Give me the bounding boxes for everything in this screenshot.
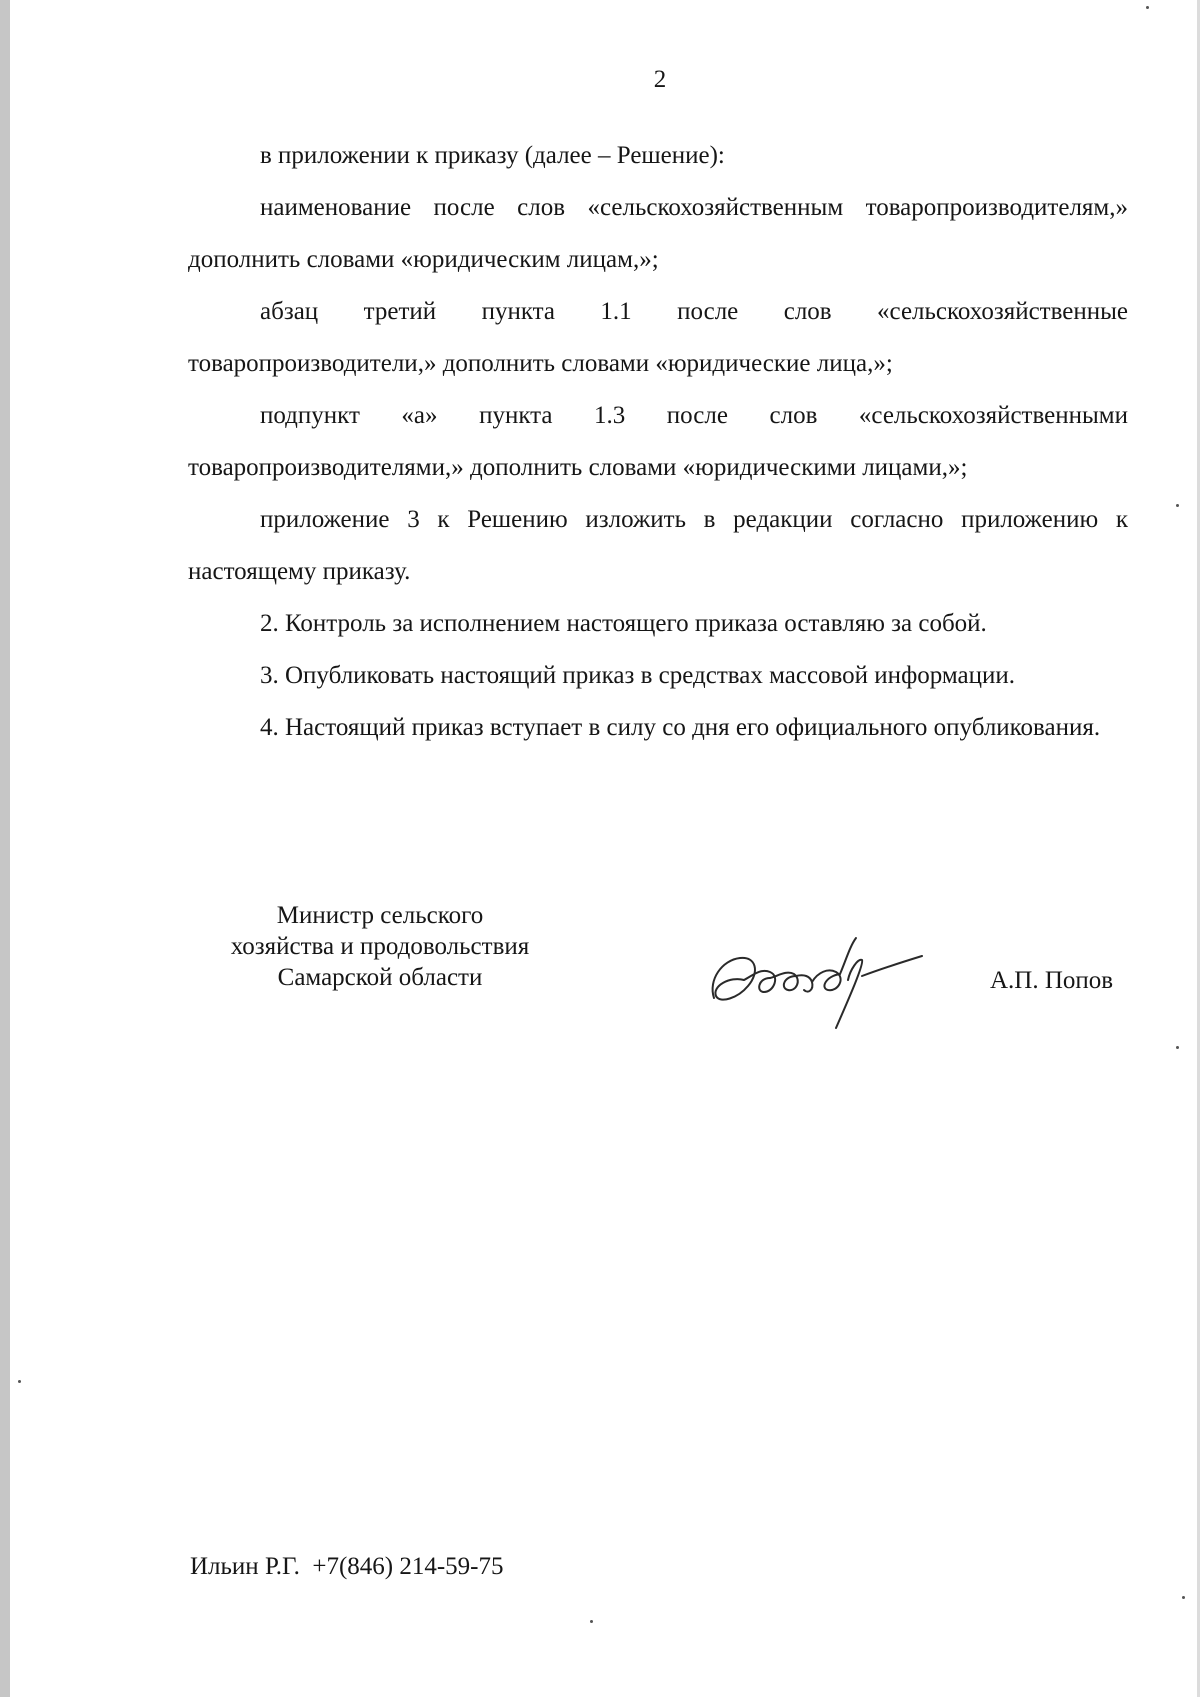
paragraph: 4. Настоящий приказ вступает в силу со дня его официального опубликования. bbox=[260, 714, 1101, 741]
signatory-title-line: хозяйства и продовольствия bbox=[230, 933, 530, 960]
scan-speck bbox=[1176, 504, 1179, 507]
paragraph: наименование после слов «сельскохозяйственным товаропроизводителям,» дополнить словами «юридическим лицам,»; bbox=[188, 194, 1128, 273]
signer-name: А.П. Попов bbox=[990, 967, 1114, 994]
paragraph: 2. Контроль за исполнением настоящего приказа оставляю за собой. bbox=[260, 610, 987, 637]
scan-speck bbox=[1146, 6, 1149, 9]
signatory-title bbox=[190, 900, 570, 993]
handwritten-signature bbox=[700, 920, 930, 1035]
paragraph: в приложении к приказу (далее – Решение): bbox=[260, 142, 725, 169]
signatory-title-line: Самарской области bbox=[277, 964, 483, 991]
scan-speck bbox=[18, 1380, 21, 1383]
scan-speck bbox=[1182, 1596, 1185, 1599]
paragraph: 3. Опубликовать настоящий приказ в средствах массовой информации. bbox=[260, 662, 1016, 689]
signatory-title-line: Министр сельского bbox=[276, 902, 484, 929]
executor-contact: Ильин Р.Г. +7(846) 214-59-75 bbox=[190, 1553, 504, 1580]
scan-speck bbox=[590, 1620, 593, 1623]
paragraph: приложение 3 к Решению изложить в редакции согласно приложению к настоящему приказу. bbox=[188, 506, 1128, 585]
paragraph: абзац третий пункта 1.1 после слов «сельскохозяйственные товаропроизводители,» дополнить словами «юридические лица,»; bbox=[188, 298, 1128, 377]
scan-speck bbox=[1176, 1046, 1179, 1049]
document-body bbox=[188, 130, 1128, 754]
paragraph: подпункт «а» пункта 1.3 после слов «сельскохозяйственными товаропроизводителями,» дополнить словами «юридическими лицами,»; bbox=[188, 402, 1128, 481]
scan-edge-left bbox=[0, 0, 10, 1697]
page-number: 2 bbox=[653, 66, 667, 93]
